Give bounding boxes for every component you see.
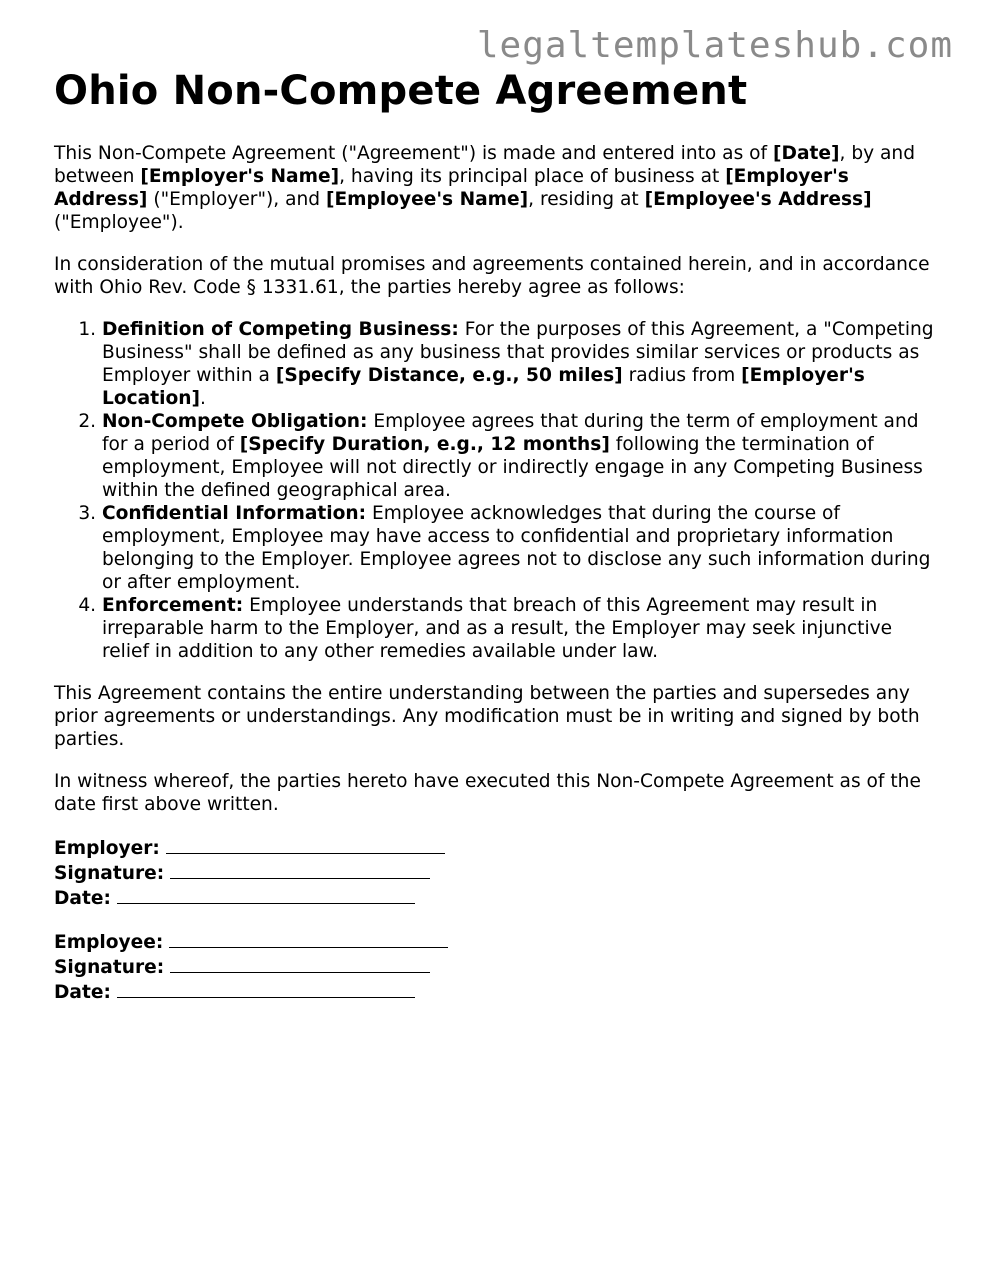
employer-name-placeholder: [Employer's Name] [140, 166, 340, 187]
employer-date-label: Date: [54, 888, 111, 909]
employee-name-placeholder: [Employee's Name] [325, 189, 529, 210]
employer-date-field[interactable] [117, 885, 415, 904]
employer-label: Employer: [54, 838, 160, 859]
intro-paragraph: This Non-Compete Agreement ("Agreement") is made and entered into as of [Date], by and between [Employer's Name], having its principal place of business at [Employer's Address] ("Employer"), and [Employee's Name], residing at [Employee's Address] ("Employee"). [54, 143, 916, 233]
clause-enforcement: 4. Enforcement: Employee understands that breach of this Agreement may result in irreparable harm to the Employer, and as a result, the Employer may seek injunctive relief in addition to any other remedies available under law. [102, 594, 934, 663]
employee-address-placeholder: [Employee's Address] [644, 189, 872, 210]
employee-signature-field[interactable] [170, 954, 430, 973]
employer-signature-field[interactable] [170, 860, 430, 879]
employer-address-placeholder: [Employer's Address] [54, 166, 849, 210]
clause-confidential-information: 3. Confidential Information: Employee acknowledges that during the course of employment, Employee may have access to confidential and proprietary information belonging to the Employer. Employee agrees not to disclose any such information during or after employment. [102, 502, 934, 594]
employer-signature-label: Signature: [54, 863, 165, 884]
clause-non-compete-obligation: 2. Non-Compete Obligation: Employee agrees that during the term of employment and for a period of [Specify Duration, e.g., 12 months] following the termination of employment, Employee will not directly or indirectly engage in any Competing Business within the defined geographical area. [102, 410, 934, 502]
agreement-body [54, 142, 934, 1023]
witness-paragraph: In witness whereof, the parties hereto have executed this Non-Compete Agreement as of the date first above written. [54, 771, 921, 815]
employee-signature-block [54, 929, 934, 1004]
clauses-list [54, 318, 934, 663]
watermark: legaltemplateshub.com [476, 25, 953, 66]
employer-name-field[interactable] [166, 835, 445, 854]
consideration-paragraph: In consideration of the mutual promises and agreements contained herein, and in accordance with Ohio Rev. Code § 1331.61, the parties hereby agree as follows: [54, 254, 930, 298]
employer-signature-block [54, 835, 934, 910]
entire-agreement-paragraph: This Agreement contains the entire understanding between the parties and supersedes any prior agreements or understandings. Any modification must be in writing and signed by both parties. [54, 683, 920, 750]
page-title: Ohio Non-Compete Agreement [54, 68, 748, 114]
date-placeholder: [Date] [773, 143, 840, 164]
employee-label: Employee: [54, 932, 164, 953]
employee-date-label: Date: [54, 982, 111, 1003]
employee-name-field[interactable] [169, 929, 448, 948]
employee-signature-label: Signature: [54, 957, 165, 978]
employee-date-field[interactable] [117, 979, 415, 998]
clause-competing-business: 1. Definition of Competing Business: For the purposes of this Agreement, a "Competing Business" shall be defined as any business that provides similar services or products as Employer within a [Specify Distance, e.g., 50 miles] radius from [Employer's Location]. [102, 318, 934, 410]
